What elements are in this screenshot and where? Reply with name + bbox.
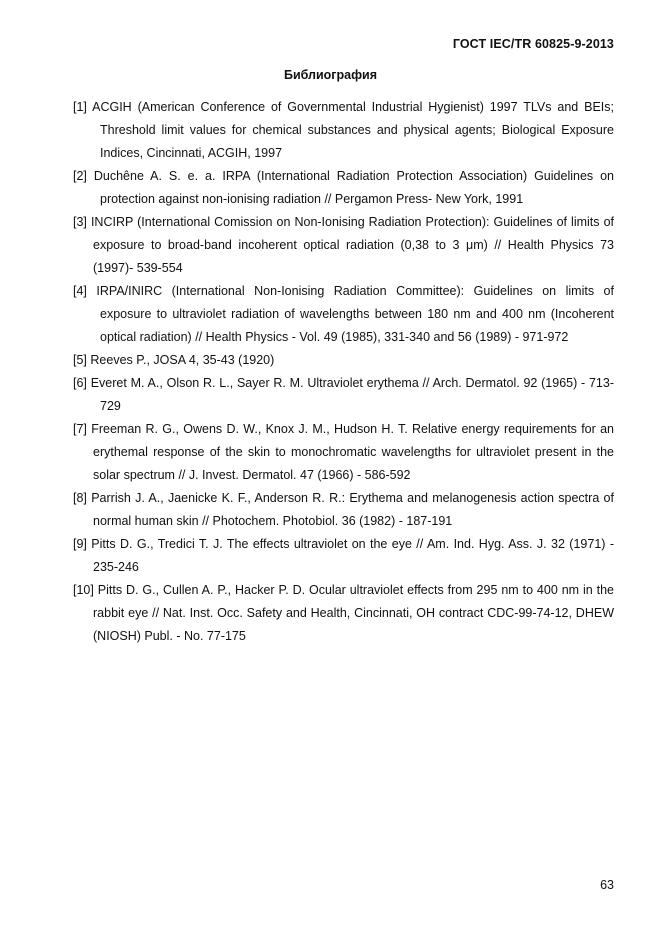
reference-item [73, 533, 614, 579]
page-number: 63 [600, 878, 614, 892]
reference-item [73, 579, 614, 648]
reference-item [73, 165, 614, 211]
reference-item [73, 418, 614, 487]
reference-item [73, 96, 614, 165]
reference-label: [6] [73, 376, 87, 390]
reference-label: [2] [73, 169, 87, 183]
reference-label: [3] [73, 215, 87, 229]
reference-text: Pitts D. G., Cullen A. P., Hacker P. D. Ocular ultraviolet effects from 295 nm to 400 nm in the rabbit eye // Nat. Inst. Occ. Safety and Health, Cincinnati, OH contract CDC-99-74-12, DHEW (NIOSH) Publ. - No. 77-175 [93, 583, 614, 643]
reference-label: [1] [73, 100, 87, 114]
standard-code: ГОСТ IEC/TR 60825-9-2013 [452, 37, 614, 51]
reference-item [73, 349, 614, 372]
reference-item [73, 487, 614, 533]
reference-label: [8] [73, 491, 87, 505]
reference-label: [10] [73, 583, 94, 597]
reference-text: Reeves P., JOSA 4, 35-43 (1920) [90, 353, 275, 367]
reference-label: [9] [73, 537, 87, 551]
reference-item [73, 280, 614, 349]
reference-text: ACGIH (American Conference of Governmental Industrial Hygienist) 1997 TLVs and BEIs; Threshold limit values for chemical substances and physical agents; Biological Exposure Indices, Cincinnati, ACGIH, 1997 [92, 100, 614, 160]
page-title: Библиография [283, 68, 378, 82]
reference-label: [4] [73, 284, 87, 298]
reference-label: [7] [73, 422, 87, 436]
reference-text: Everet M. A., Olson R. L., Sayer R. M. Ultraviolet erythema // Arch. Dermatol. 92 (1965) - 713-729 [90, 376, 614, 413]
reference-text: INCIRP (International Comission on Non-Ionising Radiation Protection): Guidelines of limits of exposure to broad-band incoherent optical radiation (0,38 to 3 μm) // Health Physics 73 (1997)- 539-554 [90, 215, 614, 275]
reference-label: [5] [73, 353, 87, 367]
reference-text: Parrish J. A., Jaenicke K. F., Anderson R. R.: Erythema and melanogenesis action spectra of normal human skin // Photochem. Photobiol. 36 (1982) - 187-191 [91, 491, 614, 528]
reference-text: Freeman R. G., Owens D. W., Knox J. M., Hudson H. T. Relative energy requirements for an erythemal response of the skin to monochromatic wavelengths for ultraviolet present in the solar spectrum // J. Invest. Dermatol. 47 (1966) - 586-592 [91, 422, 614, 482]
reference-item [73, 211, 614, 280]
reference-text: Pitts D. G., Tredici T. J. The effects ultraviolet on the eye // Am. Ind. Hyg. Ass. J. 32 (1971) - 235-246 [91, 537, 614, 574]
reference-list [73, 96, 614, 648]
reference-item [73, 372, 614, 418]
reference-text: IRPA/INIRC (International Non-Ionising Radiation Committee): Guidelines on limits of exposure to ultraviolet radiation of wavelengths between 180 nm and 400 nm (Incoherent optical radiation) // Health Physics - Vol. 49 (1985), 331-340 and 56 (1989) - 971-972 [96, 284, 614, 344]
reference-text: Duchêne A. S. e. a. IRPA (International Radiation Protection Association) Guidelines on protection against non-ionising radiation // Pergamon Press- New York, 1991 [93, 169, 614, 206]
